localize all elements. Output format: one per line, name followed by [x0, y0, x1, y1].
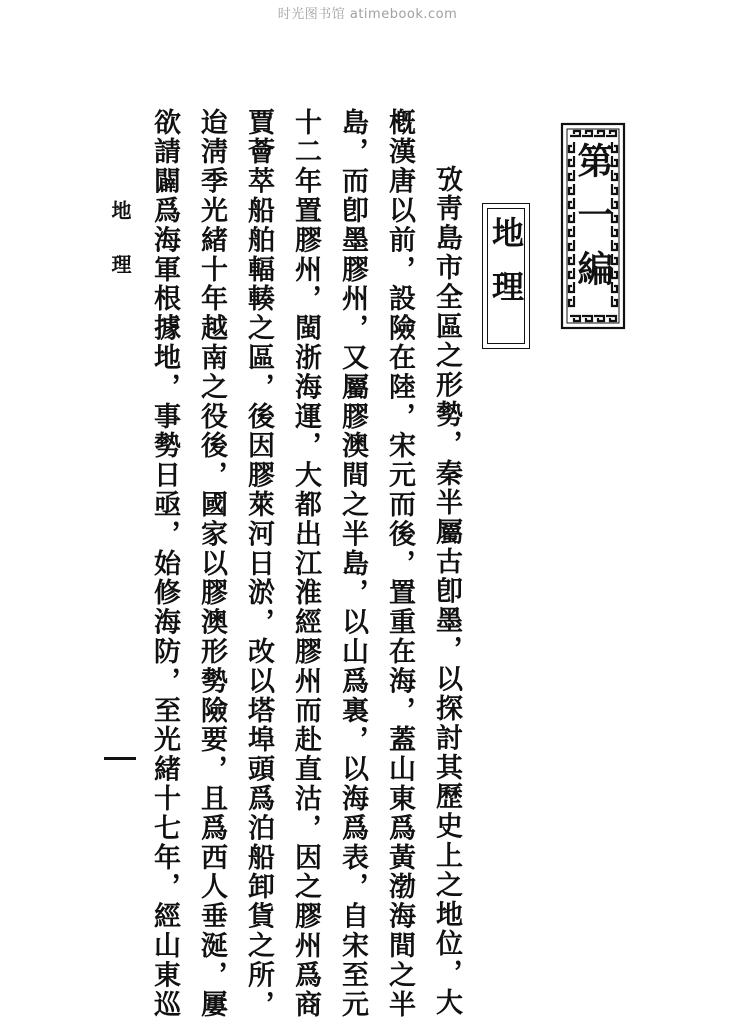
- body-column-2: 槪漢唐以前，設險在陸，宋元而後，置重在海，蓋山東爲黃渤海間之半: [384, 108, 415, 1020]
- body-column-4: 十二年置膠州，閩浙海運，大都出江淮經膠州而赴直沽，因之膠州爲商: [290, 108, 321, 1020]
- body-column-7: 欲請闢爲海軍根據地，事勢日亟，始修海防，至光緒十七年，經山東巡: [149, 108, 180, 1020]
- body-column-3: 島，而卽墨膠州，又屬膠澳間之半島，以山爲裏，以海爲表，自宋至元: [337, 108, 368, 1020]
- body-column-5: 賈薈萃船舶輻輳之區，後因膠萊河日淤，改以塔埠頭爲泊船卸貨之所，: [243, 108, 274, 1020]
- page-number-mark: [104, 757, 136, 760]
- running-header-label: 地理: [108, 200, 132, 308]
- section-heading-frame: [482, 203, 530, 349]
- chapter-title: 第一編: [572, 142, 614, 304]
- section-title: 地理: [487, 216, 525, 324]
- watermark-text: 时光图书馆 atimebook.com: [277, 7, 458, 22]
- body-column-1: 攷靑島市全區之形勢，秦半屬古卽墨，以探討其歷史上之地位，大: [431, 165, 462, 1018]
- body-column-6: 迨淸季光緒十年越南之役後，國家以膠澳形勢險要，且爲西人垂涎，屢: [196, 108, 227, 1020]
- chapter-heading-frame: [560, 122, 626, 330]
